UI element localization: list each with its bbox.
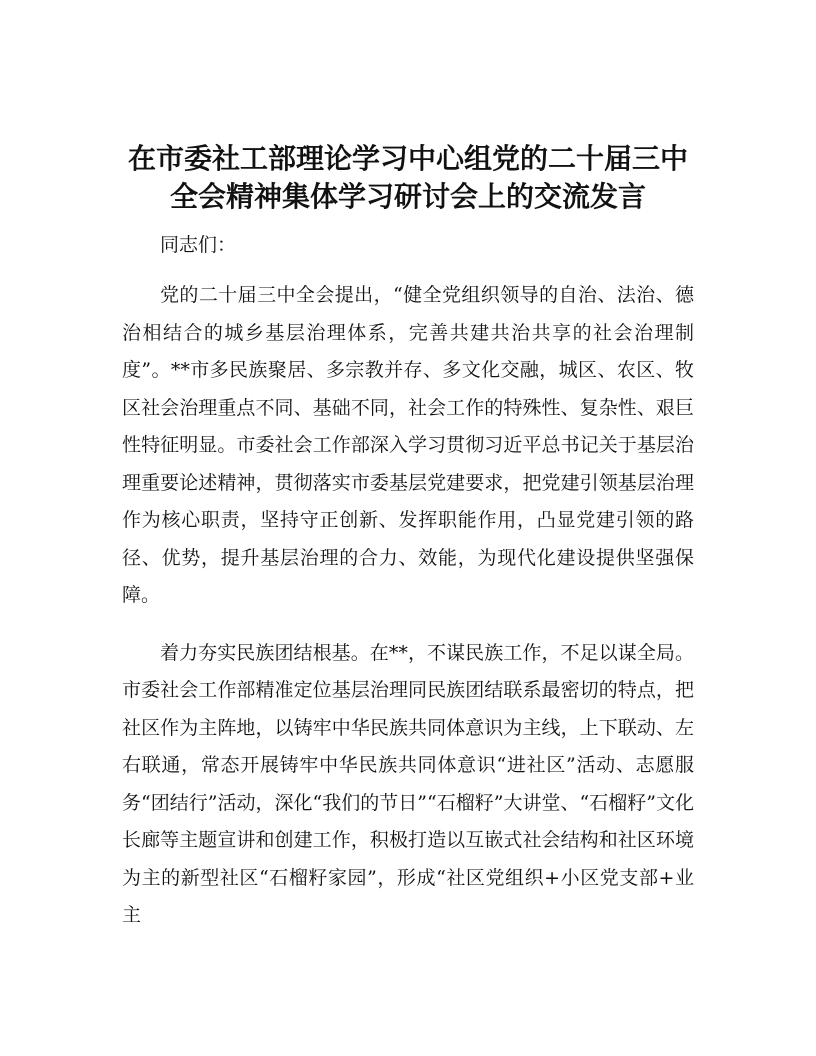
document-title-line-2: 全会精神集体学习研讨会上的交流发言 (169, 180, 646, 213)
document-title (122, 140, 694, 216)
document-title-line-1: 在市委社工部理论学习中心组党的二十届三中 (127, 142, 688, 175)
document-page (122, 140, 694, 935)
paragraph-1: 党的二十届三中全会提出，“健全党组织领导的自治、法治、德治相结合的城乡基层治理体系，完善共建共治共享的社会治理制度”。**市多民族聚居、多宗教并存、多文化交融，城区、农区、牧区社会治理重点不同、基础不同，社会工作的特殊性、复杂性、艰巨性特征明显。市委社会工作部深入学习贯彻习近平总书记关于基层治理重要论述精神，贯彻落实市委基层党建要求，把党建引领基层治理作为核心职责，坚持守正创新、发挥职能作用，凸显党建引领的路径、优势，提升基层治理的合力、效能，为现代化建设提供坚强保障。 (122, 284, 694, 606)
greeting: 同志们： (160, 234, 237, 256)
paragraph-2: 着力夯实民族团结根基。在**，不谋民族工作，不足以谋全局。市委社会工作部精准定位基层治理同民族团结联系最密切的特点，把社区作为主阵地，以铸牢中华民族共同体意识为主线，上下联动、左右联通，常态开展铸牢中华民族共同体意识“进社区”活动、志愿服务“团结行”活动，深化“我们的节日”“石榴籽”大讲堂、“石榴籽”文化长廊等主题宣讲和创建工作，积极打造以互嵌式社会结构和社区环境为主的新型社区“石榴籽家园”，形成“社区党组织+小区党支部+业主 (122, 641, 694, 926)
